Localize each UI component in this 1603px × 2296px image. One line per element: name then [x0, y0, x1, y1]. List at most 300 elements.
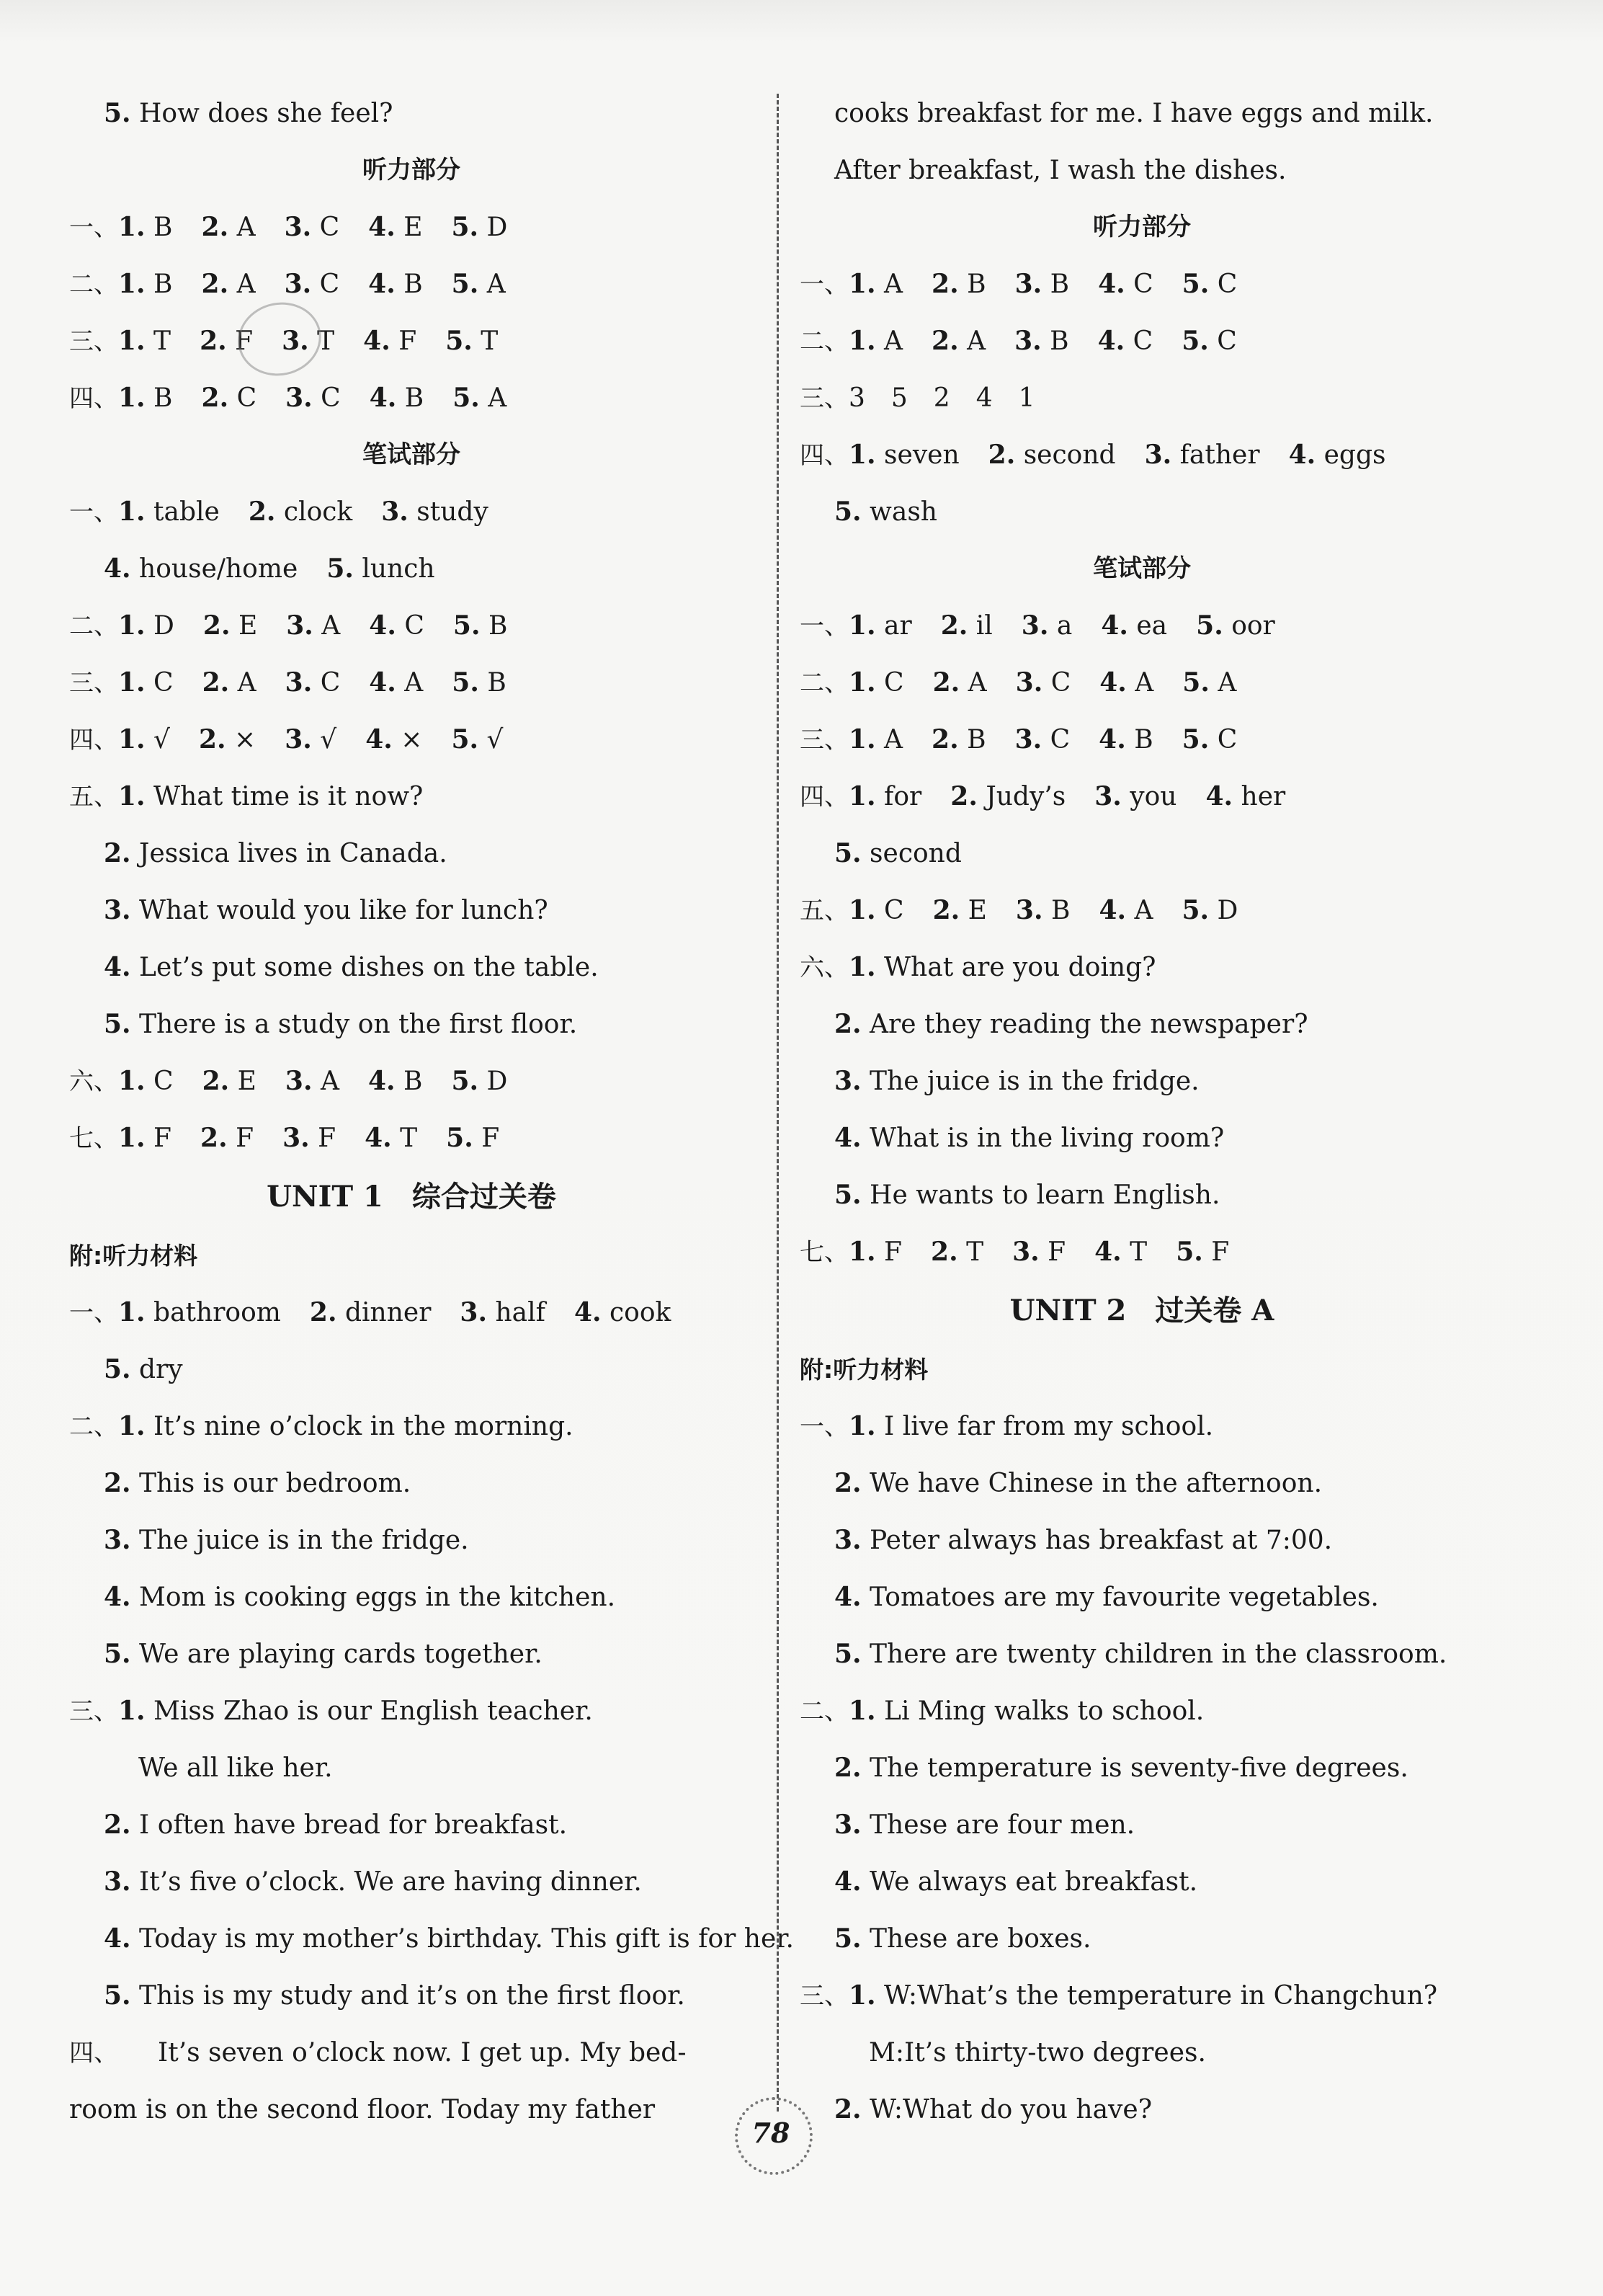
- item-answer: He wants to learn English.: [870, 1180, 1220, 1210]
- answer-line: [69, 1053, 754, 1110]
- answer-item: [849, 1696, 1204, 1726]
- item-number: 3.: [104, 1525, 131, 1555]
- item-number: 3.: [1012, 1237, 1040, 1267]
- question-group-number: 四、: [69, 2039, 106, 2068]
- answer-item: [834, 1067, 1200, 1096]
- item-number: 4.: [1101, 610, 1128, 641]
- answer-item: [834, 1753, 1408, 1783]
- answer-line: [800, 1224, 1484, 1281]
- item-number: 3.: [285, 667, 313, 698]
- answer-item: [285, 725, 336, 755]
- item-number: 5.: [104, 1009, 131, 1039]
- item-number: 2.: [834, 1753, 862, 1783]
- answer-item: [104, 1639, 542, 1669]
- answer-line: [69, 882, 754, 939]
- answer-line: [69, 996, 754, 1053]
- item-answer: What time is it now?: [153, 782, 424, 811]
- item-number: 3.: [834, 1810, 862, 1840]
- item-number: 1.: [118, 1696, 146, 1726]
- item-number: 4.: [104, 1582, 131, 1612]
- answer-item: [834, 1123, 1224, 1153]
- answer-item: [849, 440, 960, 470]
- item-number: 5.: [834, 1639, 862, 1669]
- item-answer: C: [236, 383, 257, 413]
- answer-line: [69, 1797, 754, 1854]
- item-answer: We are playing cards together.: [139, 1639, 542, 1669]
- item-number: 2.: [200, 1123, 228, 1153]
- item-number: 3.: [282, 326, 309, 356]
- answer-item: [849, 1237, 902, 1267]
- item-answer: T: [481, 326, 499, 356]
- answer-item: [834, 1810, 1135, 1840]
- answer-item: [202, 668, 256, 698]
- item-number: 1.: [849, 440, 876, 470]
- answer-item: [452, 383, 506, 413]
- item-answer: E: [237, 1067, 256, 1096]
- answer-item: [1015, 725, 1071, 755]
- question-group-number: 一、: [69, 1299, 118, 1327]
- item-answer: dinner: [344, 1298, 432, 1327]
- answer-item: [1101, 611, 1167, 641]
- answer-item: [202, 383, 257, 413]
- item-answer: B: [403, 1067, 423, 1096]
- question-group-number: 五、: [69, 783, 118, 811]
- answer-line: [800, 1167, 1484, 1224]
- item-answer: We have Chinese in the afternoon.: [870, 1469, 1323, 1498]
- item-number: 5.: [834, 497, 862, 527]
- item-number: 5.: [104, 98, 131, 128]
- answer-item: [453, 611, 508, 641]
- answer-line: [800, 1053, 1484, 1110]
- item-answer: second: [1023, 440, 1116, 470]
- page-number: [728, 2090, 814, 2176]
- item-number: 2.: [834, 1009, 862, 1039]
- answer-item: [368, 213, 422, 242]
- item-answer: T: [966, 1237, 984, 1267]
- answer-line: [69, 1455, 754, 1512]
- answer-line: [800, 256, 1484, 313]
- item-number: 2.: [932, 326, 959, 356]
- question-group-number: 三、: [69, 327, 118, 356]
- item-number: 5.: [326, 553, 354, 584]
- question-group-number: 五、: [800, 896, 849, 925]
- answer-line: [69, 597, 754, 654]
- item-number: 5.: [452, 667, 479, 698]
- answer-item: [104, 1583, 615, 1612]
- item-number: 3.: [284, 269, 312, 299]
- item-number: 5.: [104, 1980, 131, 2011]
- item-answer: C: [1050, 668, 1071, 698]
- answer-item: [249, 497, 352, 527]
- item-number: 2.: [932, 895, 960, 925]
- item-number: 1.: [849, 781, 876, 811]
- answer-item: [1196, 611, 1275, 641]
- answer-line: [800, 313, 1484, 370]
- item-answer: F: [884, 1237, 903, 1267]
- answer-item: [202, 213, 256, 242]
- item-number: 4.: [369, 610, 396, 641]
- item-answer: B: [153, 213, 173, 242]
- item-number: 5.: [451, 269, 479, 299]
- answer-item: [445, 326, 498, 356]
- answer-item: [933, 668, 987, 698]
- item-number: 3.: [834, 1066, 862, 1096]
- answer-line: [800, 427, 1484, 484]
- item-number: 5.: [834, 838, 862, 868]
- item-number: 4.: [365, 724, 393, 755]
- answer-line: [800, 939, 1484, 996]
- item-number: 1.: [118, 1411, 146, 1441]
- answer-item: [1098, 270, 1153, 299]
- item-number: 4.: [1205, 781, 1233, 811]
- answer-item: [118, 1298, 281, 1327]
- item-number: 4.: [834, 1866, 862, 1897]
- item-number: 4.: [368, 212, 396, 242]
- item-answer: √: [486, 725, 504, 755]
- answer-item: [950, 782, 1066, 811]
- item-number: 5.: [445, 326, 473, 356]
- answer-item: [452, 668, 506, 698]
- answer-item: [834, 1526, 1332, 1555]
- answer-item: [285, 383, 341, 413]
- item-answer: C: [321, 383, 341, 413]
- answer-line: [69, 1626, 754, 1683]
- item-number: 1.: [849, 1980, 876, 2011]
- item-number: 4.: [363, 326, 390, 356]
- answer-line: [800, 882, 1484, 939]
- answer-line: [800, 1683, 1484, 1740]
- item-answer: F: [1048, 1237, 1066, 1267]
- answer-item: [104, 1355, 183, 1384]
- answer-item: [451, 1067, 507, 1096]
- text-line: [800, 142, 1484, 199]
- passage-text: cooks breakfast for me. I have eggs and milk.: [834, 99, 1434, 128]
- item-answer: lunch: [362, 554, 435, 584]
- answer-item: [203, 611, 257, 641]
- answer-line: [69, 370, 754, 427]
- item-answer: These are boxes.: [870, 1924, 1091, 1954]
- item-answer: you: [1130, 782, 1177, 811]
- passage-text: room is on the second floor. Today my father: [69, 2095, 656, 2124]
- answer-item: [834, 1924, 1091, 1954]
- item-number: 2.: [104, 1468, 131, 1498]
- answer-item: [1016, 896, 1071, 925]
- item-number: 4.: [1099, 724, 1126, 755]
- item-answer: C: [319, 270, 340, 299]
- item-answer: Li Ming walks to school.: [884, 1696, 1205, 1726]
- item-answer: C: [320, 668, 341, 698]
- answer-item: [202, 270, 256, 299]
- answer-line: [800, 825, 1484, 882]
- question-group-number: 三、: [800, 1982, 849, 2011]
- answer-item: [365, 725, 422, 755]
- item-answer: A: [884, 326, 903, 356]
- item-number: 5.: [451, 212, 479, 242]
- item-number: 4.: [834, 1123, 862, 1153]
- item-number: 3.: [104, 1866, 131, 1897]
- answer-item: [369, 668, 423, 698]
- item-number: 5.: [104, 1354, 131, 1384]
- item-answer: Jessica lives in Canada.: [139, 839, 447, 868]
- question-group-number: 一、: [69, 498, 118, 527]
- item-number: 3.: [286, 610, 313, 641]
- answer-item: [1182, 725, 1238, 755]
- item-answer: W:What’s the temperature in Changchun?: [884, 1981, 1438, 2011]
- answer-line: [800, 2081, 1484, 2138]
- answer-item: [834, 1639, 1447, 1669]
- item-answer: B: [403, 270, 423, 299]
- text-line: [69, 1740, 754, 1797]
- answer-item: [104, 896, 548, 925]
- answer-item: [1022, 611, 1073, 641]
- item-answer: Tomatoes are my favourite vegetables.: [870, 1583, 1379, 1612]
- answer-item: [849, 896, 904, 925]
- item-number: 3.: [1094, 781, 1122, 811]
- answer-item: [118, 1412, 573, 1441]
- answer-line: [800, 996, 1484, 1053]
- question-group-number: 二、: [800, 1697, 849, 1726]
- appendix-label: 附:听力材料: [800, 1356, 929, 1384]
- item-answer: C: [153, 668, 174, 698]
- answer-item: [451, 213, 507, 242]
- item-answer: This is our bedroom.: [139, 1469, 411, 1498]
- item-answer: Mom is cooking eggs in the kitchen.: [139, 1583, 616, 1612]
- item-answer: her: [1241, 782, 1286, 811]
- question-group-number: 六、: [800, 953, 849, 982]
- answer-item: [104, 1981, 685, 2011]
- text-line: [800, 370, 1484, 427]
- item-answer: F: [235, 326, 254, 356]
- item-answer: a: [1056, 611, 1073, 641]
- item-answer: B: [153, 383, 173, 413]
- answer-item: [118, 1696, 593, 1726]
- answer-line: [800, 768, 1484, 825]
- item-answer: E: [403, 213, 423, 242]
- item-number: 2.: [950, 781, 978, 811]
- answer-item: [118, 213, 173, 242]
- answer-line: [69, 1910, 794, 1967]
- item-answer: Judy’s: [986, 782, 1066, 811]
- answer-item: [849, 1412, 1213, 1441]
- item-number: 3.: [1014, 724, 1042, 755]
- section-heading: 笔试部分: [362, 440, 460, 469]
- answer-line: [69, 825, 754, 882]
- answer-item: [446, 1123, 499, 1153]
- item-number: 4.: [368, 269, 396, 299]
- answer-line: [800, 1569, 1484, 1626]
- answer-item: [1099, 668, 1153, 698]
- answer-line: [800, 1854, 1484, 1910]
- answer-item: [118, 725, 170, 755]
- answer-line: [69, 768, 754, 825]
- item-number: 3.: [834, 1525, 862, 1555]
- item-number: 2.: [940, 610, 968, 641]
- item-number: 3.: [381, 497, 408, 527]
- item-number: 2.: [200, 326, 227, 356]
- answer-item: [104, 1810, 567, 1840]
- answer-item: [849, 953, 1156, 982]
- item-number: 4.: [1094, 1237, 1122, 1267]
- item-number: 1.: [849, 1696, 876, 1726]
- item-answer: oor: [1231, 611, 1275, 641]
- item-answer: B: [488, 611, 508, 641]
- item-number: 5.: [1196, 610, 1223, 641]
- answer-item: [1182, 270, 1238, 299]
- answer-item: [834, 1469, 1322, 1498]
- answer-item: [834, 1180, 1220, 1210]
- item-number: 5.: [104, 1639, 131, 1669]
- answer-item: [368, 1067, 423, 1096]
- answer-line: [800, 1797, 1484, 1854]
- item-answer: The juice is in the fridge.: [870, 1067, 1200, 1096]
- item-answer: bathroom: [153, 1298, 281, 1327]
- item-number: 5.: [834, 1923, 862, 1954]
- answer-item: [363, 326, 416, 356]
- item-answer: F: [318, 1123, 336, 1153]
- item-number: 3.: [282, 1123, 310, 1153]
- item-answer: table: [153, 497, 220, 527]
- item-number: 3.: [284, 212, 312, 242]
- answer-item: [834, 1583, 1379, 1612]
- item-number: 5.: [452, 610, 481, 641]
- answer-item: [834, 839, 962, 868]
- question-group-number: 四、: [69, 384, 118, 413]
- item-number: 5.: [451, 724, 479, 755]
- item-answer: ar: [884, 611, 912, 641]
- answer-item: [834, 1867, 1197, 1897]
- item-number: 5.: [1182, 326, 1209, 356]
- question-group-number: 二、: [800, 669, 849, 698]
- question-group-number: 七、: [800, 1238, 849, 1267]
- item-answer: √: [153, 725, 170, 755]
- item-number: 2.: [201, 212, 229, 242]
- question-group-number: 七、: [69, 1124, 118, 1153]
- item-answer: Are they reading the newspaper?: [870, 1010, 1308, 1039]
- item-answer: A: [237, 668, 256, 698]
- line-text: 3 5 2 4 1: [849, 383, 1035, 413]
- item-answer: study: [416, 497, 488, 527]
- item-number: 2.: [932, 667, 960, 698]
- answer-item: [1182, 668, 1236, 698]
- item-answer: What is in the living room?: [870, 1123, 1225, 1153]
- item-answer: There are twenty children in the classroom.: [870, 1639, 1447, 1669]
- item-number: 2.: [201, 383, 229, 413]
- item-number: 2.: [834, 1468, 862, 1498]
- answer-line: [69, 313, 754, 370]
- item-answer: C: [1133, 326, 1153, 356]
- item-number: 4.: [104, 553, 131, 584]
- answer-item: [1099, 896, 1153, 925]
- item-answer: D: [486, 1067, 508, 1096]
- question-group-number: 三、: [69, 1697, 118, 1726]
- item-answer: C: [153, 1067, 174, 1096]
- question-group-number: 四、: [800, 783, 849, 811]
- item-answer: for: [884, 782, 922, 811]
- answer-item: [1289, 440, 1386, 470]
- item-number: 4.: [104, 1923, 131, 1954]
- item-number: 1.: [118, 667, 146, 698]
- item-answer: C: [1217, 270, 1238, 299]
- question-group-number: 一、: [800, 1412, 849, 1441]
- answer-line: [69, 711, 754, 768]
- item-answer: second: [870, 839, 962, 868]
- item-answer: A: [236, 270, 256, 299]
- answer-item: [932, 270, 986, 299]
- answer-item: [370, 383, 424, 413]
- column-divider: [777, 94, 779, 2112]
- item-answer: A: [321, 611, 341, 641]
- answer-item: [1094, 782, 1176, 811]
- item-number: 2.: [104, 1810, 131, 1840]
- answer-item: [1016, 668, 1071, 698]
- answer-item: [381, 497, 488, 527]
- item-answer: seven: [884, 440, 960, 470]
- item-number: 2.: [202, 610, 231, 641]
- item-answer: B: [153, 270, 173, 299]
- item-number: 5.: [1182, 667, 1210, 698]
- answer-item: [200, 1123, 254, 1153]
- answer-item: [118, 270, 173, 299]
- answer-item: [118, 782, 423, 811]
- item-answer: B: [1050, 326, 1069, 356]
- item-answer: The juice is in the fridge.: [139, 1526, 469, 1555]
- item-number: 3.: [104, 895, 131, 925]
- item-number: 5.: [1176, 1237, 1203, 1267]
- answer-item: [118, 611, 174, 641]
- item-number: 4.: [573, 1297, 602, 1327]
- answer-line: [800, 1740, 1484, 1797]
- item-answer: B: [1134, 725, 1153, 755]
- item-number: 3.: [285, 724, 312, 755]
- passage-text: It’s seven o’clock now. I get up. My bed-: [106, 2038, 687, 2068]
- item-number: 2.: [104, 838, 131, 868]
- answer-item: [104, 1867, 642, 1897]
- unit-title: UNIT 2 过关卷 A: [1009, 1294, 1274, 1327]
- item-number: 4.: [104, 952, 131, 982]
- question-group-number: 二、: [69, 270, 118, 299]
- item-answer: A: [884, 725, 903, 755]
- item-answer: T: [153, 326, 171, 356]
- item-number: 3.: [1015, 895, 1043, 925]
- section-heading: 听力部分: [362, 156, 460, 184]
- item-answer: D: [486, 213, 508, 242]
- item-answer: It’s nine o’clock in the morning.: [153, 1412, 573, 1441]
- item-number: 1.: [849, 610, 876, 641]
- item-number: 2.: [202, 1066, 230, 1096]
- question-group-number: 四、: [69, 726, 118, 755]
- item-number: 5.: [1182, 895, 1210, 925]
- item-answer: C: [404, 611, 424, 641]
- answer-item: [286, 611, 340, 641]
- question-group-number: 三、: [800, 384, 849, 413]
- answer-item: [1205, 782, 1285, 811]
- right-column: [800, 85, 1484, 2138]
- answer-line: [69, 540, 754, 597]
- item-number: 1.: [849, 269, 876, 299]
- item-number: 1.: [849, 667, 876, 698]
- answer-item: [202, 1067, 256, 1096]
- answer-item: [933, 896, 987, 925]
- item-answer: T: [1130, 1237, 1148, 1267]
- item-answer: A: [1218, 668, 1237, 698]
- item-answer: Peter always has breakfast at 7:00.: [870, 1526, 1333, 1555]
- line-text: After breakfast, I wash the dishes.: [834, 156, 1287, 185]
- answer-item: [365, 1123, 417, 1153]
- item-answer: B: [1050, 270, 1070, 299]
- item-answer: ea: [1136, 611, 1168, 641]
- item-answer: C: [1050, 725, 1071, 755]
- answer-item: [849, 1981, 1437, 2011]
